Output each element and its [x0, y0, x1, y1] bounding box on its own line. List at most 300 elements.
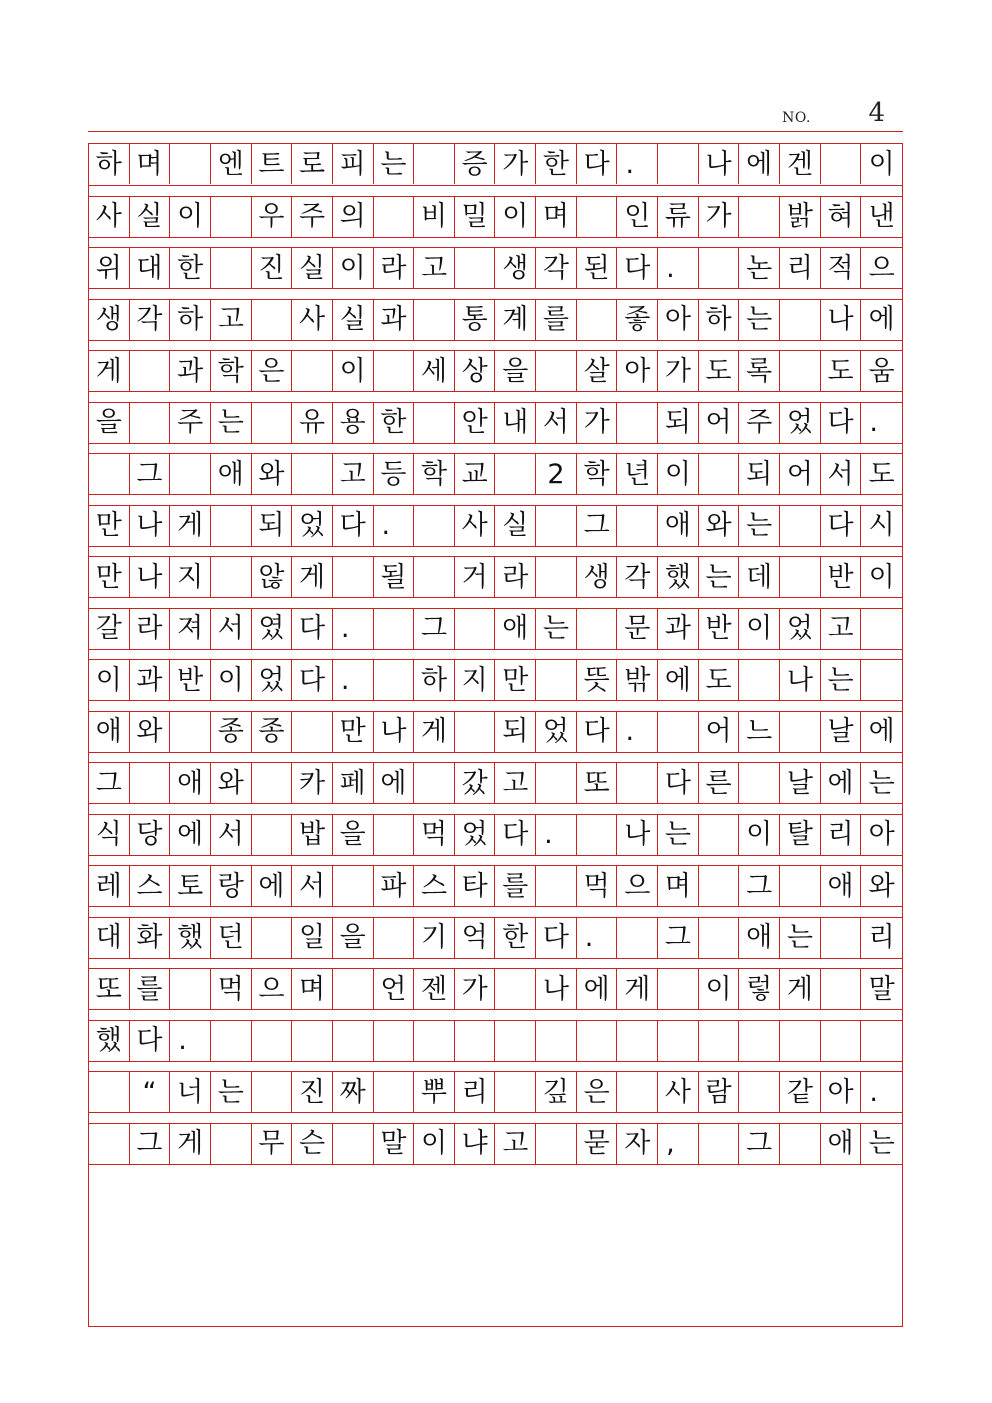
grid-cell: 파	[374, 866, 415, 906]
grid-cell	[861, 660, 902, 700]
grid-cell: 라	[130, 609, 171, 649]
grid-cell: 다	[536, 918, 577, 958]
grid-cell: 각	[617, 557, 658, 597]
manuscript-sheet	[88, 143, 903, 1327]
grid-cell: 이	[211, 660, 252, 700]
grid-cell	[252, 815, 293, 855]
grid-cell	[414, 506, 455, 546]
grid-cell: 을	[496, 351, 537, 391]
grid-cell: 으	[252, 969, 293, 1009]
grid-cell	[374, 1021, 415, 1061]
grid-cell: 애	[170, 763, 211, 803]
manuscript-row	[89, 402, 902, 444]
grid-cell: 짜	[333, 1072, 374, 1112]
grid-cell	[577, 197, 618, 237]
grid-cell: 년	[617, 454, 658, 494]
grid-cell: 에	[821, 763, 862, 803]
grid-cell: 젠	[414, 969, 455, 1009]
grid-cell: 에	[170, 815, 211, 855]
grid-cell	[617, 763, 658, 803]
grid-cell: 는	[374, 144, 415, 184]
grid-cell: 주	[292, 197, 333, 237]
grid-cell: 도	[868, 458, 895, 490]
grid-cell: 상	[455, 351, 496, 391]
grid-cell	[821, 144, 862, 184]
grid-cell	[699, 1124, 740, 1164]
grid-cell: 애	[89, 712, 130, 752]
grid-cell: 혀	[821, 197, 862, 237]
grid-cell	[252, 1072, 293, 1112]
grid-cell: 될	[374, 557, 415, 597]
grid-cell	[333, 866, 374, 906]
grid-cell: 진	[292, 1072, 333, 1112]
grid-cell: 서	[821, 454, 862, 494]
grid-cell: 낸	[868, 201, 895, 232]
manuscript-row	[89, 762, 902, 804]
grid-cell: 말	[868, 973, 895, 1005]
grid-cell	[211, 197, 252, 237]
grid-cell: 람	[699, 1072, 740, 1112]
grid-cell: 록	[739, 351, 780, 391]
grid-cell: 애	[658, 506, 699, 546]
grid-cell: 리	[455, 1072, 496, 1112]
grid-cell: 를	[130, 969, 171, 1009]
grid-cell	[536, 557, 577, 597]
grid-cell	[699, 248, 740, 288]
grid-cell: 며	[658, 866, 699, 906]
grid-cell: 반	[170, 660, 211, 700]
grid-cell: 서	[211, 815, 252, 855]
manuscript-row	[89, 711, 902, 753]
grid-cell: 고	[821, 609, 862, 649]
grid-cell	[780, 866, 821, 906]
grid-cell: 나	[130, 506, 171, 546]
grid-cell: 반	[821, 557, 862, 597]
grid-cell	[699, 918, 740, 958]
manuscript-row	[89, 608, 902, 650]
grid-cell: .	[536, 815, 577, 855]
grid-cell: 이	[89, 660, 130, 700]
grid-cell	[739, 660, 780, 700]
grid-cell: 페	[333, 763, 374, 803]
grid-cell: 날	[780, 763, 821, 803]
grid-cell	[536, 1124, 577, 1164]
grid-cell: 라	[496, 557, 537, 597]
grid-cell: 탈	[780, 815, 821, 855]
grid-cell: .	[577, 918, 618, 958]
grid-cell	[577, 1021, 618, 1061]
grid-cell: 지	[455, 660, 496, 700]
grid-cell: 는	[536, 609, 577, 649]
grid-cell: 도	[699, 660, 740, 700]
grid-cell: .	[374, 506, 415, 546]
manuscript-row	[89, 556, 902, 598]
grid-cell: 위	[89, 248, 130, 288]
grid-cell: 과	[130, 660, 171, 700]
grid-cell: 나	[374, 712, 415, 752]
grid-cell: 른	[699, 763, 740, 803]
grid-cell: 은	[252, 351, 293, 391]
grid-cell	[780, 557, 821, 597]
grid-cell	[374, 351, 415, 391]
grid-cell	[617, 1072, 658, 1112]
grid-cell: 하	[170, 300, 211, 340]
grid-cell: 에	[374, 763, 415, 803]
grid-cell: 사	[292, 300, 333, 340]
grid-cell: 던	[211, 918, 252, 958]
grid-cell: 데	[739, 557, 780, 597]
grid-cell	[658, 712, 699, 752]
grid-cell	[252, 763, 293, 803]
grid-cell: 이	[658, 454, 699, 494]
grid-cell: 안	[455, 403, 496, 443]
grid-cell: 가	[699, 197, 740, 237]
grid-cell	[333, 1124, 374, 1164]
manuscript-row	[89, 505, 902, 547]
grid-cell	[211, 1124, 252, 1164]
grid-cell	[658, 144, 699, 184]
grid-cell: 애	[821, 866, 862, 906]
grid-cell: 날	[821, 712, 862, 752]
grid-cell: 나	[699, 144, 740, 184]
grid-cell: 었	[455, 815, 496, 855]
grid-cell: 먹	[414, 815, 455, 855]
grid-cell: 고	[496, 1124, 537, 1164]
page-header	[88, 96, 903, 132]
grid-cell: 아	[617, 351, 658, 391]
manuscript-row	[89, 1123, 902, 1165]
manuscript-row	[89, 1071, 902, 1113]
grid-cell: 의	[333, 197, 374, 237]
grid-cell	[292, 712, 333, 752]
grid-cell: 다	[577, 144, 618, 184]
grid-cell	[374, 609, 415, 649]
grid-cell: 되	[739, 454, 780, 494]
grid-cell: 게	[89, 351, 130, 391]
grid-cell: 며	[292, 969, 333, 1009]
manuscript-row	[89, 144, 902, 186]
grid-cell: 종	[211, 712, 252, 752]
grid-cell: 너	[170, 1072, 211, 1112]
grid-cell: ,	[658, 1124, 699, 1164]
grid-cell: 을	[89, 403, 130, 443]
grid-cell	[455, 248, 496, 288]
grid-cell: 냐	[455, 1124, 496, 1164]
grid-cell: 생	[577, 557, 618, 597]
grid-cell: 나	[130, 557, 171, 597]
manuscript-row	[89, 196, 902, 238]
grid-cell: 밝	[780, 197, 821, 237]
grid-cell	[780, 300, 821, 340]
manuscript-row	[89, 247, 902, 289]
grid-cell: 슨	[292, 1124, 333, 1164]
grid-cell: 학	[211, 351, 252, 391]
grid-cell: 갔	[455, 763, 496, 803]
grid-cell: 되	[658, 403, 699, 443]
grid-cell: 서	[536, 403, 577, 443]
grid-cell: 이	[868, 148, 895, 180]
grid-cell: 한	[496, 918, 537, 958]
grid-cell	[292, 454, 333, 494]
page-number: 4	[868, 98, 885, 128]
grid-cell: 다	[577, 712, 618, 752]
grid-cell: 스	[130, 866, 171, 906]
grid-cell: 사	[658, 1072, 699, 1112]
grid-cell: 다	[821, 506, 862, 546]
grid-cell: 통	[455, 300, 496, 340]
grid-cell: 하	[699, 300, 740, 340]
grid-cell: 밖	[617, 660, 658, 700]
grid-cell: 어	[780, 454, 821, 494]
grid-cell: 아	[821, 1072, 862, 1112]
grid-cell	[780, 712, 821, 752]
grid-cell	[861, 609, 902, 649]
grid-cell	[658, 969, 699, 1009]
grid-cell: 레	[89, 866, 130, 906]
grid-cell: 그	[739, 1124, 780, 1164]
grid-cell: 가	[455, 969, 496, 1009]
grid-cell: 에	[868, 716, 895, 747]
grid-cell: 그	[89, 763, 130, 803]
grid-cell: 느	[739, 712, 780, 752]
grid-cell	[374, 660, 415, 700]
grid-cell: 로	[292, 144, 333, 184]
grid-cell	[699, 1021, 740, 1061]
grid-cell: .	[333, 609, 374, 649]
grid-cell	[780, 506, 821, 546]
grid-cell: 리	[868, 922, 895, 953]
grid-cell: 증	[455, 144, 496, 184]
grid-cell	[739, 763, 780, 803]
grid-cell: 리	[780, 248, 821, 288]
grid-cell: 움	[868, 355, 895, 387]
grid-cell: 언	[374, 969, 415, 1009]
grid-cell: 학	[414, 454, 455, 494]
grid-cell: 종	[252, 712, 293, 752]
grid-cell: 나	[821, 300, 862, 340]
grid-cell	[699, 454, 740, 494]
grid-cell: 시	[868, 510, 895, 541]
grid-cell: 그	[130, 454, 171, 494]
grid-cell: 반	[699, 609, 740, 649]
grid-cell: 애	[821, 1124, 862, 1164]
grid-cell: 고	[211, 300, 252, 340]
grid-cell: 가	[496, 144, 537, 184]
grid-cell	[821, 1021, 862, 1061]
grid-cell: 식	[89, 815, 130, 855]
grid-cell	[170, 454, 211, 494]
grid-cell	[130, 351, 171, 391]
grid-cell: 교	[455, 454, 496, 494]
grid-cell: 과	[658, 609, 699, 649]
grid-cell	[414, 144, 455, 184]
grid-cell: 실	[292, 248, 333, 288]
grid-cell	[252, 1021, 293, 1061]
grid-cell: 에	[739, 144, 780, 184]
grid-cell: 뜻	[577, 660, 618, 700]
grid-cell: 피	[333, 144, 374, 184]
grid-cell: 다	[292, 609, 333, 649]
grid-cell	[821, 918, 862, 958]
grid-cell: 했	[658, 557, 699, 597]
grid-cell: 고	[496, 763, 537, 803]
grid-cell: 한	[536, 144, 577, 184]
grid-cell: 다	[496, 815, 537, 855]
grid-cell: 었	[292, 506, 333, 546]
grid-cell: 와	[211, 763, 252, 803]
grid-cell: 다	[292, 660, 333, 700]
grid-cell: 어	[699, 712, 740, 752]
grid-cell: 않	[252, 557, 293, 597]
header-rule	[88, 131, 903, 132]
grid-cell	[861, 1021, 902, 1061]
grid-cell: 내	[496, 403, 537, 443]
grid-cell: 실	[333, 300, 374, 340]
grid-cell	[414, 1021, 455, 1061]
grid-cell: 나	[617, 815, 658, 855]
grid-cell: 트	[252, 144, 293, 184]
grid-cell: 아	[658, 300, 699, 340]
grid-cell: 이	[739, 815, 780, 855]
grid-cell	[414, 403, 455, 443]
grid-cell: 을	[333, 918, 374, 958]
manuscript-row	[89, 1020, 902, 1062]
grid-cell	[699, 815, 740, 855]
grid-cell: 애	[211, 454, 252, 494]
grid-cell	[414, 763, 455, 803]
grid-cell: 사	[455, 506, 496, 546]
grid-cell	[658, 1021, 699, 1061]
grid-cell: 는	[821, 660, 862, 700]
grid-cell	[252, 918, 293, 958]
grid-cell: 서	[292, 866, 333, 906]
grid-cell	[374, 197, 415, 237]
grid-cell: 묻	[577, 1124, 618, 1164]
grid-cell	[455, 1021, 496, 1061]
manuscript-row	[89, 865, 902, 907]
grid-cell: 었	[252, 660, 293, 700]
grid-cell: .	[617, 712, 658, 752]
grid-cell	[89, 454, 130, 494]
grid-cell	[536, 866, 577, 906]
grid-cell: 논	[739, 248, 780, 288]
grid-cell: .	[617, 144, 658, 184]
grid-cell: 고	[333, 454, 374, 494]
grid-cell: 엔	[211, 144, 252, 184]
grid-cell: .	[658, 248, 699, 288]
grid-cell	[577, 815, 618, 855]
grid-cell: 주	[170, 403, 211, 443]
manuscript-row	[89, 968, 902, 1010]
grid-cell: 었	[780, 403, 821, 443]
grid-cell: 어	[699, 403, 740, 443]
grid-cell	[496, 1021, 537, 1061]
grid-cell	[170, 144, 211, 184]
grid-cell: 었	[536, 712, 577, 752]
grid-cell	[89, 1124, 130, 1164]
manuscript-row	[89, 917, 902, 959]
grid-cell	[170, 969, 211, 1009]
grid-cell: 사	[89, 197, 130, 237]
grid-cell: 다	[658, 763, 699, 803]
grid-cell: 하	[89, 144, 130, 184]
grid-cell	[333, 969, 374, 1009]
grid-cell: 렇	[739, 969, 780, 1009]
grid-cell: 게	[617, 969, 658, 1009]
grid-cell: 대	[89, 918, 130, 958]
grid-cell: 게	[170, 1124, 211, 1164]
grid-cell: 이	[333, 351, 374, 391]
grid-cell	[577, 300, 618, 340]
grid-cell: 된	[577, 248, 618, 288]
grid-cell	[536, 1021, 577, 1061]
grid-cell: 한	[170, 248, 211, 288]
grid-cell	[211, 557, 252, 597]
grid-cell	[89, 1072, 130, 1112]
grid-cell: 으	[868, 252, 895, 284]
grid-cell: 진	[252, 248, 293, 288]
grid-cell: 게	[780, 969, 821, 1009]
grid-cell: 다	[130, 1021, 171, 1061]
grid-cell: 기	[414, 918, 455, 958]
grid-cell: 고	[414, 248, 455, 288]
grid-cell	[496, 969, 537, 1009]
grid-cell: 이	[868, 561, 895, 593]
grid-cell	[496, 1072, 537, 1112]
grid-cell: 이	[333, 248, 374, 288]
manuscript-row	[89, 659, 902, 701]
manuscript-row	[89, 299, 902, 341]
grid-cell: 게	[292, 557, 333, 597]
grid-cell: 으	[617, 866, 658, 906]
grid-cell: 하	[414, 660, 455, 700]
grid-cell: 서	[211, 609, 252, 649]
grid-cell: 져	[170, 609, 211, 649]
grid-cell	[211, 506, 252, 546]
grid-cell: 와	[868, 870, 895, 902]
grid-cell: 었	[780, 609, 821, 649]
grid-cell: 류	[658, 197, 699, 237]
grid-cell: 그	[577, 506, 618, 546]
grid-cell: 애	[496, 609, 537, 649]
grid-cell: 에	[658, 660, 699, 700]
grid-cell	[821, 969, 862, 1009]
grid-cell: .	[869, 407, 878, 438]
grid-cell: 와	[130, 712, 171, 752]
grid-cell: 다	[617, 248, 658, 288]
grid-cell: 학	[577, 454, 618, 494]
grid-cell: 생	[89, 300, 130, 340]
grid-cell	[780, 1021, 821, 1061]
grid-cell: 한	[374, 403, 415, 443]
grid-cell	[333, 1021, 374, 1061]
grid-cell: 였	[252, 609, 293, 649]
grid-cell: 뿌	[414, 1072, 455, 1112]
grid-cell	[739, 1021, 780, 1061]
grid-cell: 그	[130, 1124, 171, 1164]
grid-cell: 했	[89, 1021, 130, 1061]
grid-cell: 생	[496, 248, 537, 288]
grid-cell: 좋	[617, 300, 658, 340]
grid-cell: 갈	[89, 609, 130, 649]
grid-cell: 에	[868, 304, 895, 335]
grid-cell: 도	[699, 351, 740, 391]
grid-cell	[374, 918, 415, 958]
grid-cell: 랑	[211, 866, 252, 906]
grid-cell: 이	[170, 197, 211, 237]
grid-cell: 이	[699, 969, 740, 1009]
grid-cell: 는	[780, 918, 821, 958]
